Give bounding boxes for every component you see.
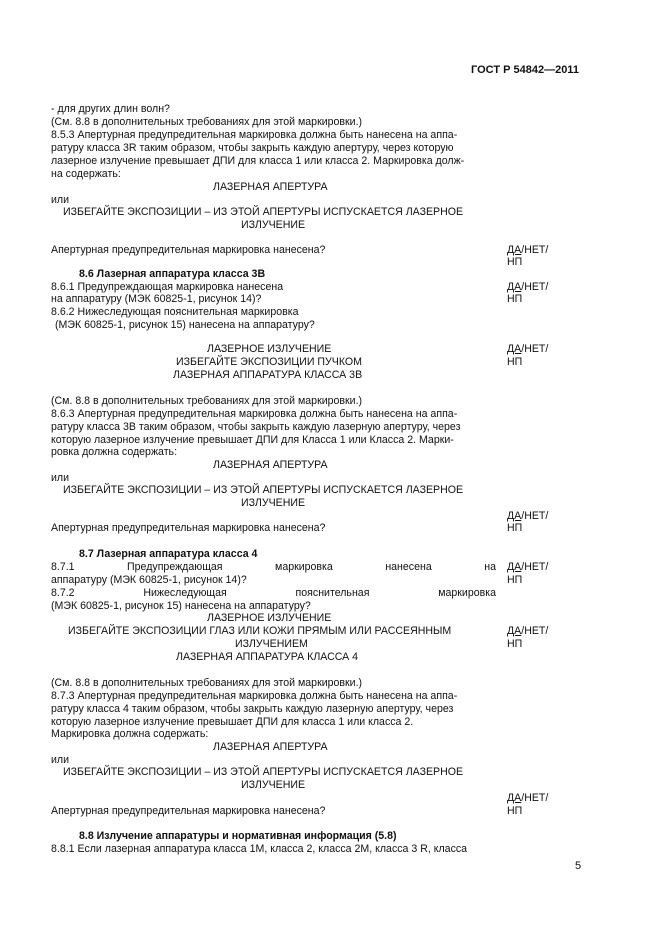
text-line: Маркировка должна содержать:: [51, 728, 209, 740]
section-heading: 8.8 Излучение аппаратуры и нормативная информация (5.8): [79, 830, 397, 842]
word: на: [484, 561, 496, 573]
answer-na: НП: [507, 293, 523, 305]
answer-yes: ДА: [507, 244, 522, 256]
word: Предупреждающая: [127, 561, 223, 573]
marking-text: ЛАЗЕРНАЯ АПЕРТУРА: [213, 181, 328, 193]
section-heading: 8.6 Лазерная аппаратура класса 3В: [79, 268, 266, 280]
answer-yes: ДА: [507, 510, 522, 522]
answer-yes: ДА: [507, 625, 522, 637]
marking-text: ЛАЗЕРНАЯ АПЕРТУРА: [213, 459, 328, 471]
text-line: ратуру класса 4 таким образом, чтобы закрыть каждую лазерную апертуру, через: [51, 703, 454, 715]
answer-rest: /НЕТ/: [521, 561, 549, 573]
marking-text: ИЗБЕГАЙТЕ ЭКСПОЗИЦИИ ГЛАЗ ИЛИ КОЖИ ПРЯМЫМ ИЛИ РАССЕЯННЫМ: [68, 625, 452, 637]
text-line: ратуру класса 3В таким образом, чтобы закрыть каждую лазерную апертуру, через: [51, 421, 461, 433]
answer-na: НП: [507, 522, 523, 534]
answer-rest: /НЕТ/: [521, 244, 549, 256]
page-number: 5: [575, 860, 582, 872]
marking-text: ИЗБЕГАЙТЕ ЭКСПОЗИЦИИ ПУЧКОМ: [176, 356, 362, 368]
text-line: 8.8.1 Если лазерная аппаратура класса 1М, класса 2, класса 2М, класса 3 R, класса: [51, 843, 468, 855]
text-line: (См. 8.8 в дополнительных требованиях для этой маркировки.): [51, 677, 363, 689]
text-line: или: [51, 472, 70, 484]
marking-text: ЛАЗЕРНОЕ ИЗЛУЧЕНИЕ: [207, 343, 332, 355]
marking-text: ЛАЗЕРНАЯ АППАРАТУРА КЛАССА 4: [176, 651, 359, 663]
marking-text: ИЗБЕГАЙТЕ ЭКСПОЗИЦИИ – ИЗ ЭТОЙ АПЕРТУРЫ ИСПУСКАЕТСЯ ЛАЗЕРНОЕ: [63, 484, 464, 496]
text-line: 8.7.3 Апертурная предупредительная маркировка должна быть нанесена на аппа-: [51, 690, 458, 702]
text-line: которую лазерное излучение превышает ДПИ для класса 1 или класса 2.: [51, 716, 414, 728]
marking-text: ЛАЗЕРНОЕ ИЗЛУЧЕНИЕ: [207, 612, 332, 624]
marking-text: ЛАЗЕРНАЯ АППАРАТУРА КЛАССА 3В: [173, 369, 363, 381]
answer-rest: /НЕТ/: [521, 792, 549, 804]
text-line: ровка должна содержать:: [51, 446, 178, 458]
text-line: (См. 8.8 в дополнительных требованиях для этой маркировки.): [51, 395, 363, 407]
marking-text: ИЗЛУЧЕНИЕМ: [235, 638, 308, 650]
text-line: - для других длин волн?: [51, 103, 170, 115]
word: маркировка: [438, 587, 496, 599]
answer-na: НП: [507, 574, 523, 586]
answer-yes: ДА: [507, 792, 522, 804]
question: Апертурная предупредительная маркировка нанесена?: [51, 805, 326, 817]
marking-text: ИЗБЕГАЙТЕ ЭКСПОЗИЦИИ – ИЗ ЭТОЙ АПЕРТУРЫ ИСПУСКАЕТСЯ ЛАЗЕРНОЕ: [63, 206, 464, 218]
answer-na: НП: [507, 638, 523, 650]
text-line: (МЭК 60825-1, рисунок 15) нанесена на аппаратуру?: [51, 600, 311, 612]
answer-yes: ДА: [507, 561, 522, 573]
marking-text: ИЗЛУЧЕНИЕ: [241, 779, 306, 791]
answer-options: [507, 343, 548, 356]
word: 8.7.2: [51, 587, 75, 599]
question: Апертурная предупредительная маркировка нанесена?: [51, 522, 326, 534]
text-line: которую лазерное излучение превышает ДПИ для Класса 1 или Класса 2. Марки-: [51, 434, 454, 446]
justified-line: [51, 561, 496, 574]
question: Апертурная предупредительная маркировка нанесена?: [51, 244, 326, 256]
text-line: на аппаратуру (МЭК 60825-1, рисунок 14)?: [51, 293, 262, 305]
word: нанесена: [385, 561, 432, 573]
marking-text: ИЗЛУЧЕНИЕ: [241, 219, 306, 231]
answer-options: [507, 792, 548, 805]
justified-line: [51, 587, 496, 600]
text-line: или: [51, 754, 70, 766]
marking-text: ЛАЗЕРНАЯ АПЕРТУРА: [213, 741, 328, 753]
text-line: или: [51, 194, 70, 206]
text-line: ратуру класса 3R таким образом, чтобы закрыть каждую апертуру, через которую: [51, 142, 454, 154]
answer-na: НП: [507, 256, 523, 268]
answer-yes: ДА: [507, 343, 522, 355]
answer-rest: /НЕТ/: [521, 343, 549, 355]
word: пояснительная: [295, 587, 370, 599]
marking-text: ИЗЛУЧЕНИЕ: [241, 497, 306, 509]
text-line: 8.6.3 Апертурная предупредительная маркировка должна быть нанесена на аппа-: [51, 408, 458, 420]
answer-rest: /НЕТ/: [521, 510, 549, 522]
text-line: на содержать:: [51, 168, 121, 180]
answer-na: НП: [507, 356, 523, 368]
marking-text: ИЗБЕГАЙТЕ ЭКСПОЗИЦИИ – ИЗ ЭТОЙ АПЕРТУРЫ ИСПУСКАЕТСЯ ЛАЗЕРНОЕ: [63, 766, 464, 778]
text-line: лазерное излучение превышает ДПИ для класса 1 или класса 2. Маркировка долж-: [51, 155, 465, 167]
answer-rest: /НЕТ/: [521, 281, 549, 293]
text-line: 8.6.2 Нижеследующая пояснительная маркировка: [51, 306, 299, 318]
text-line: (МЭК 60825-1, рисунок 15) нанесена на аппаратуру?: [55, 319, 315, 331]
section-heading: 8.7 Лазерная аппаратура класса 4: [79, 548, 258, 560]
text-line: 8.5.3 Апертурная предупредительная маркировка должна быть нанесена на аппа-: [51, 129, 458, 141]
answer-rest: /НЕТ/: [521, 625, 549, 637]
word: 8.7.1: [51, 561, 75, 573]
answer-options: [507, 625, 548, 638]
text-line: (См. 8.8 в дополнительных требованиях для этой маркировки.): [51, 116, 363, 128]
text-line: аппаратуру (МЭК 60825-1, рисунок 14)?: [51, 574, 247, 586]
answer-na: НП: [507, 805, 523, 817]
word: Нижеследующая: [143, 587, 227, 599]
answer-options: [507, 561, 548, 574]
document-code: ГОСТ Р 54842—2011: [471, 64, 579, 76]
answer-yes: ДА: [507, 281, 522, 293]
word: маркировка: [275, 561, 333, 573]
text-line: 8.6.1 Предупреждающая маркировка нанесена: [51, 281, 284, 293]
